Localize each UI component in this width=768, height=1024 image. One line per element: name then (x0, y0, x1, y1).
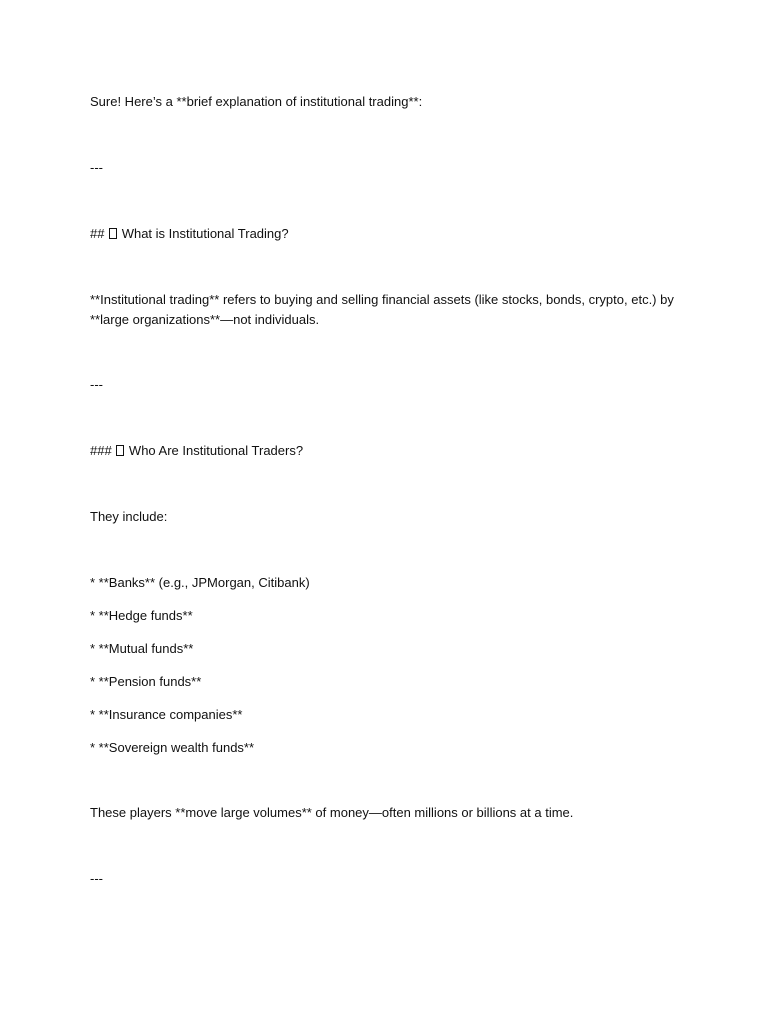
list-item: * **Mutual funds** (90, 641, 194, 656)
list-item: * **Sovereign wealth funds** (90, 740, 255, 755)
list-item: * **Banks** (e.g., JPMorgan, Citibank) (90, 575, 310, 590)
separator: --- (90, 377, 103, 392)
heading-what-is (90, 224, 690, 244)
heading-text: What is Institutional Trading? (118, 226, 289, 241)
closing-text: These players **move large volumes** of money—often millions or billions at a time. (90, 805, 574, 820)
definition-line-2: **large organizations**—not individuals. (90, 312, 320, 327)
separator: --- (90, 160, 103, 175)
heading-prefix: ## (90, 226, 109, 241)
definition-line-1: **Institutional trading** refers to buying and selling financial assets (like stocks, bonds, crypto, etc.) by (90, 292, 674, 307)
list-item: * **Hedge funds** (90, 608, 193, 623)
list-intro: They include: (90, 509, 168, 524)
list-item: * **Pension funds** (90, 674, 202, 689)
heading-text: Who Are Institutional Traders? (125, 443, 304, 458)
missing-glyph-icon (116, 445, 124, 456)
list-item: * **Insurance companies** (90, 707, 243, 722)
heading-who-are (90, 441, 690, 461)
heading-prefix: ### (90, 443, 116, 458)
missing-glyph-icon (109, 228, 117, 239)
separator: --- (90, 871, 103, 886)
intro-text: Sure! Here’s a **brief explanation of institutional trading**: (90, 94, 423, 109)
